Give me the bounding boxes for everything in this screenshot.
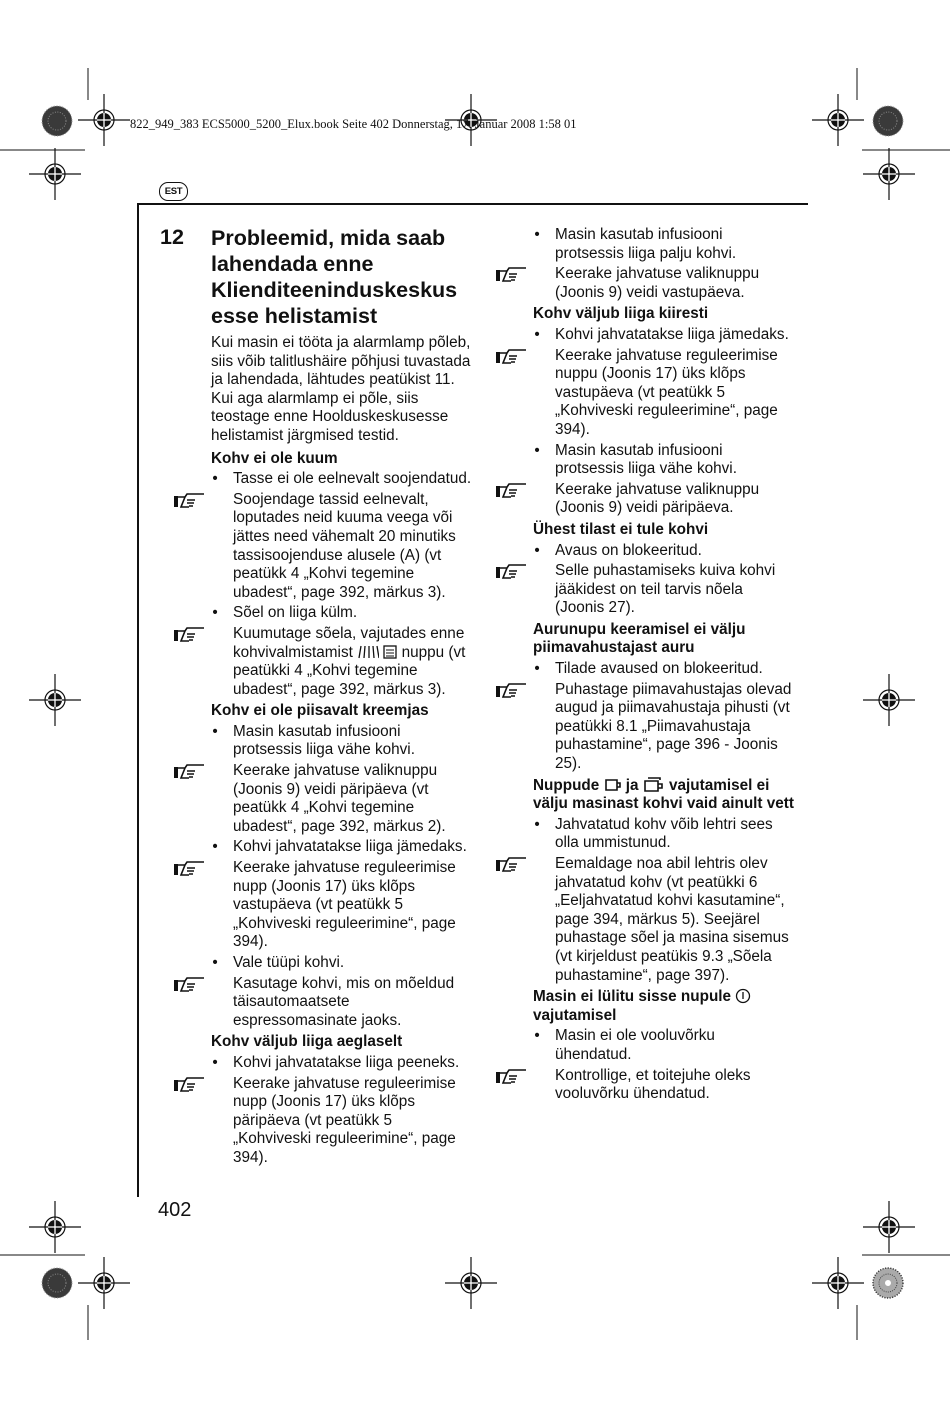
hot-water-button-icon — [383, 644, 397, 660]
bullet-icon: • — [534, 815, 540, 833]
cause-item: • Jahvatatud kohv võib lehtri sees olla ummistunud. — [533, 816, 795, 853]
section-heading: Kohv ei ole kuum — [211, 449, 338, 467]
section-heading: Kohv ei ole piisavalt kreemjas — [211, 702, 429, 720]
pointing-hand-icon — [495, 481, 529, 499]
section-heading: Aurunupu keeramisel ei välju piimavahustajast auru — [533, 620, 746, 657]
cause-item: • Tilade avaused on blokeeritud. — [533, 660, 795, 679]
bullet-icon: • — [212, 838, 218, 856]
cause-item: • Kohvi jahvatatakse liiga peeneks. — [211, 1054, 473, 1073]
pointing-hand-icon — [173, 762, 207, 780]
pointing-hand-icon — [173, 859, 207, 877]
left-column — [211, 334, 473, 1168]
pointing-hand-icon — [495, 347, 529, 365]
bullet-icon: • — [534, 441, 540, 459]
cause-item: • Sõel on liiga külm. — [211, 604, 473, 623]
bullet-icon: • — [212, 722, 218, 740]
remedy-item: Keerake jahvatuse valiknuppu (Joonis 9) veidi päripäeva (vt peatükk 4 „Kohvi tegemine ubadest“, page 392, märkus 2). — [211, 762, 473, 836]
remedy-item: Eemaldage noa abil lehtris olev jahvatatud kohv (vt peatükki 6 „Eeljahvatatud kohvi kasutamine“, page 394, märkus 5). Seejärel puhastage sõel ja masina sisemus (vt kirjeldust peatükis 9.3 „Sõela puhastamine“, page 397). — [533, 855, 795, 985]
remedy-item: Keerake jahvatuse reguleerimise nupp (Joonis 17) üks klõps päripäeva (vt peatükk 5 „Kohviveski reguleerimine“, page 394). — [211, 1075, 473, 1168]
remedy-item: Kasutage kohvi, mis on mõeldud täisautomaatsete espressomasinate jaoks. — [211, 975, 473, 1031]
intro-paragraph: Kui masin ei tööta ja alarmlamp põleb, siis võib talitlushäire põhjusi tuvastada ja lahendada, lähtudes peatükist 11. Kui aga alarmlamp ei põle, siis teostage enne Hoolduskeskusesse helistamist järgmised testid. — [211, 334, 471, 444]
cause-item: • Kohvi jahvatatakse liiga jämedaks. — [211, 838, 473, 857]
cause-item: • Vale tüüpi kohvi. — [211, 954, 473, 973]
remedy-item: Puhastage piimavahustajas olevad augud ja piimavahustaja pihusti (vt peatükki 8.1 „Piimavahustaja puhastamine“, page 396 - Joonis 25). — [533, 681, 795, 774]
bullet-icon: • — [212, 604, 218, 622]
print-info-line: 822_949_383 ECS5000_5200_Elux.book Seite 402 Donnerstag, 17. Januar 2008 1:58 01 — [130, 117, 577, 131]
bullet-icon: • — [534, 660, 540, 678]
pointing-hand-icon — [173, 1075, 207, 1093]
steam-button-icon — [357, 644, 379, 660]
cause-item: • Avaus on blokeeritud. — [533, 542, 795, 561]
cause-item: • Tasse ei ole eelnevalt soojendatud. — [211, 470, 473, 489]
pointing-hand-icon — [495, 562, 529, 580]
double-cup-button-icon — [643, 777, 665, 793]
remedy-item: Kuumutage sõela, vajutades enne kohvivalmistamist nuppu (vt peatükki 4 „Kohvi tegemine ubadest“, page 392, märkus 3). — [211, 625, 473, 699]
remedy-item: Keerake jahvatuse reguleerimise nupp (Joonis 17) üks klõps vastupäeva (vt peatükk 5 „Kohviveski reguleerimine“, page 394). — [211, 859, 473, 952]
section-heading: Masin ei lülitu sisse nupule vajutamisel — [533, 988, 795, 1025]
cause-item: • Masin kasutab infusiooni protsessis liiga palju kohvi. — [533, 226, 795, 263]
cause-item: • Kohvi jahvatatakse liiga jämedaks. — [533, 326, 795, 345]
header-rule — [139, 203, 808, 205]
bullet-icon: • — [534, 541, 540, 559]
pointing-hand-icon — [173, 975, 207, 993]
right-column — [533, 226, 795, 1104]
bullet-icon: • — [534, 1027, 540, 1045]
remedy-item: Soojendage tassid eelnevalt, loputades neid kuuma veega või jättes need vähemalt 20 minutiks tassisoojenduse alusele (A) (vt peatükk 4 „Kohvi tegemine ubadest“, page 392, märkus 3). — [211, 491, 473, 603]
cause-item: • Masin kasutab infusiooni protsessis liiga vähe kohvi. — [211, 723, 473, 760]
margin-rule — [137, 203, 139, 1197]
pointing-hand-icon — [495, 681, 529, 699]
remedy-item: Selle puhastamiseks kuiva kohvi jääkidest on teil tarvis nõela (Joonis 27). — [533, 562, 795, 618]
chapter-title: Probleemid, mida saab lahendada enne Klienditeeninduskeskus esse helistamist — [211, 226, 458, 328]
section-heading: Nuppude ja vajutamisel ei välju masinast kohvi vaid ainult vett — [533, 776, 794, 813]
cause-item: • Masin kasutab infusiooni protsessis liiga vähe kohvi. — [533, 442, 795, 479]
section-heading: Kohv väljub liiga aeglaselt — [211, 1033, 403, 1051]
bullet-icon: • — [534, 226, 540, 243]
bullet-icon: • — [212, 470, 218, 488]
pointing-hand-icon — [495, 265, 529, 283]
bullet-icon: • — [212, 954, 218, 971]
pointing-hand-icon — [173, 491, 207, 509]
pointing-hand-icon — [495, 855, 529, 873]
section-heading: Kohv väljub liiga kiiresti — [533, 305, 709, 323]
remedy-item: Keerake jahvatuse valiknuppu (Joonis 9) veidi päripäeva. — [533, 481, 795, 518]
bullet-icon: • — [534, 325, 540, 343]
language-badge: EST — [159, 182, 188, 201]
cause-item: • Masin ei ole vooluvõrku ühendatud. — [533, 1027, 795, 1064]
power-button-icon — [735, 988, 751, 1004]
remedy-item: Kontrollige, et toitejuhe oleks vooluvõrku ühendatud. — [533, 1067, 795, 1104]
section-heading: Ühest tilast ei tule kohvi — [533, 520, 709, 538]
pointing-hand-icon — [495, 1067, 529, 1085]
page-number: 402 — [158, 1199, 192, 1221]
chapter-number: 12 — [160, 225, 184, 249]
remedy-item: Keerake jahvatuse reguleerimise nuppu (Joonis 17) üks klõps vastupäeva (vt peatükk 5 „Kohviveski reguleerimine“, page 394). — [533, 347, 795, 440]
pointing-hand-icon — [173, 625, 207, 643]
single-cup-button-icon — [604, 777, 622, 793]
remedy-item: Keerake jahvatuse valiknuppu (Joonis 9) veidi vastupäeva. — [533, 265, 795, 302]
bullet-icon: • — [212, 1053, 218, 1071]
